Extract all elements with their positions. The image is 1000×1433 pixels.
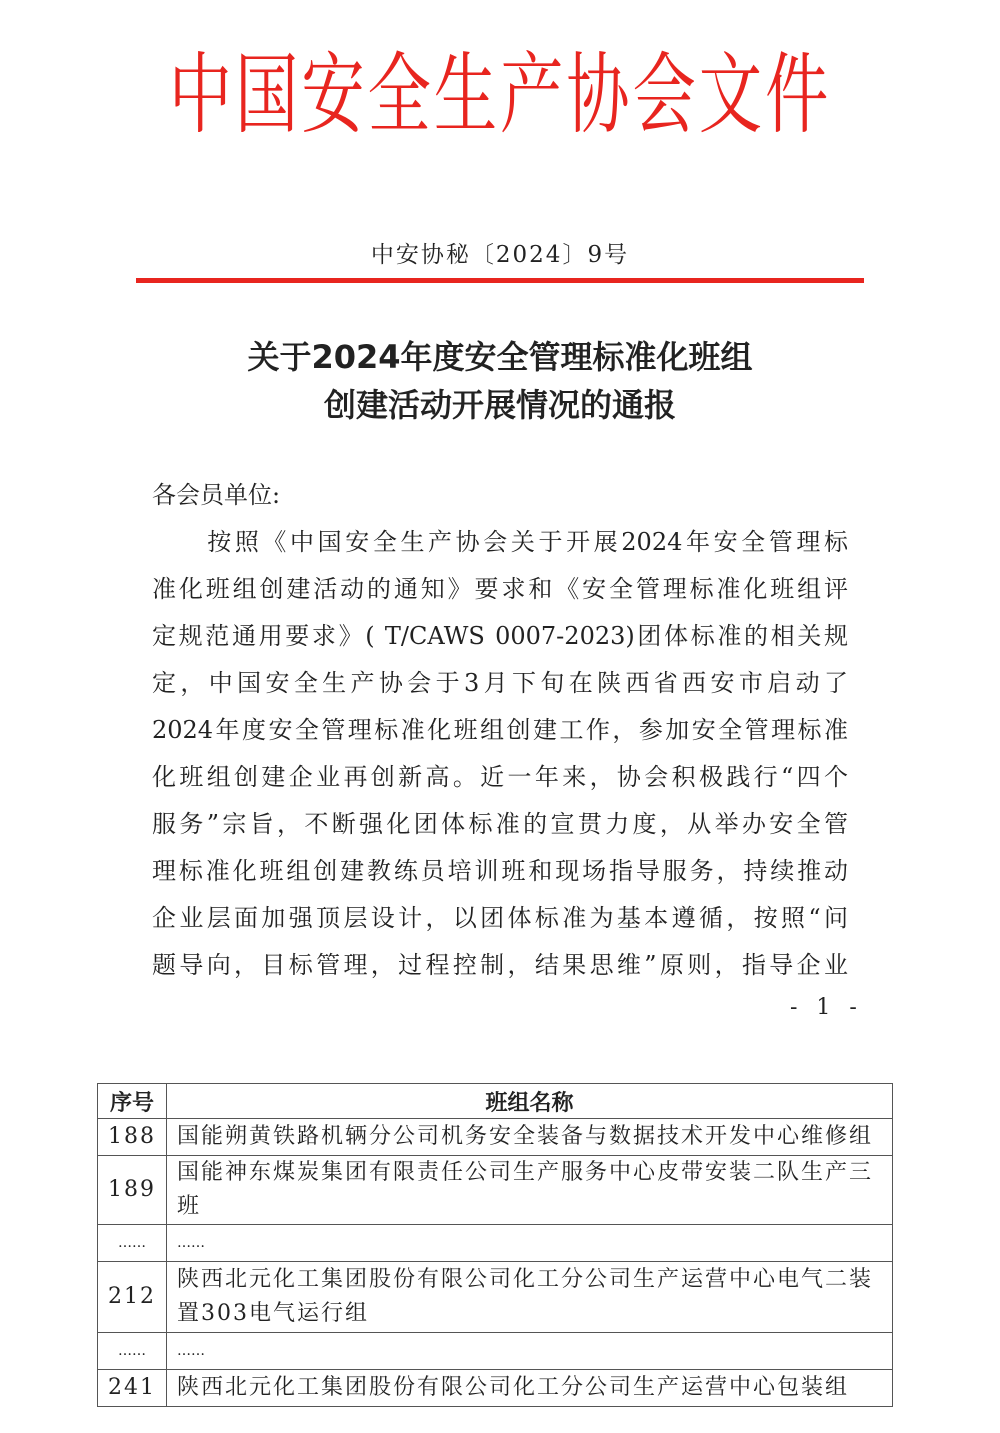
- document-number: 中安协秘〔2024〕9号: [370, 242, 630, 268]
- row-team-name: ……: [167, 1333, 893, 1370]
- body-line: 化班组创建企业再创新高。近一年来，协会积极践行“四个: [152, 763, 848, 791]
- body-line: 服务”宗旨，不断强化团体标准的宣贯力度，从举办安全管: [152, 810, 848, 838]
- table-row: [98, 1156, 893, 1225]
- row-number: 189: [98, 1156, 167, 1225]
- table-row: [98, 1333, 893, 1370]
- column-header-team-name: 班组名称: [167, 1084, 893, 1119]
- team-list-table: [97, 1083, 893, 1407]
- table-row: [98, 1225, 893, 1262]
- row-team-name: 国能神东煤炭集团有限责任公司生产服务中心皮带安装二队生产三班: [167, 1156, 893, 1225]
- body-line: 企业层面加强顶层设计，以团体标准为基本遵循，按照“问: [152, 904, 848, 932]
- red-divider-line: [136, 278, 864, 283]
- row-team-name: 陕西北元化工集团股份有限公司化工分公司生产运营中心包装组: [167, 1370, 893, 1407]
- column-header-number: 序号: [98, 1084, 167, 1119]
- issuing-organization-title: [0, 40, 1000, 150]
- row-team-name: 国能朔黄铁路机辆分公司机务安全装备与数据技术开发中心维修组: [167, 1119, 893, 1156]
- row-number: ……: [98, 1333, 167, 1370]
- table-row: [98, 1370, 893, 1407]
- body-line: 定规范通用要求》( T/CAWS 0007-2023)团体标准的相关规: [152, 622, 848, 650]
- org-title-text: 中国安全生产协会文件: [168, 43, 832, 146]
- salutation: 各会员单位:: [152, 481, 281, 509]
- row-number: 241: [98, 1370, 167, 1407]
- row-team-name: ……: [167, 1225, 893, 1262]
- row-number: ……: [98, 1225, 167, 1262]
- row-number: 212: [98, 1262, 167, 1333]
- page-number: - 1 -: [790, 995, 863, 1020]
- body-line: 定，中国安全生产协会于3月下旬在陕西省西安市启动了: [152, 669, 848, 697]
- table-header-row: [98, 1084, 893, 1119]
- body-line: 按照《中国安全生产协会关于开展2024年安全管理标: [152, 528, 848, 556]
- body-line: 题导向，目标管理，过程控制，结果思维”原则，指导企业: [152, 951, 848, 979]
- notice-title-line-2: 创建活动开展情况的通报: [323, 386, 676, 424]
- row-number: 188: [98, 1119, 167, 1156]
- row-team-name: 陕西北元化工集团股份有限公司化工分公司生产运营中心电气二装置303电气运行组: [167, 1262, 893, 1333]
- table-row: [98, 1262, 893, 1333]
- body-line: 2024年度安全管理标准化班组创建工作，参加安全管理标准: [152, 716, 848, 744]
- table-row: [98, 1119, 893, 1156]
- body-line: 理标准化班组创建教练员培训班和现场指导服务，持续推动: [152, 857, 848, 885]
- notice-title-line-1: 关于2024年度安全管理标准化班组: [247, 338, 753, 376]
- body-line: 准化班组创建活动的通知》要求和《安全管理标准化班组评: [152, 575, 848, 603]
